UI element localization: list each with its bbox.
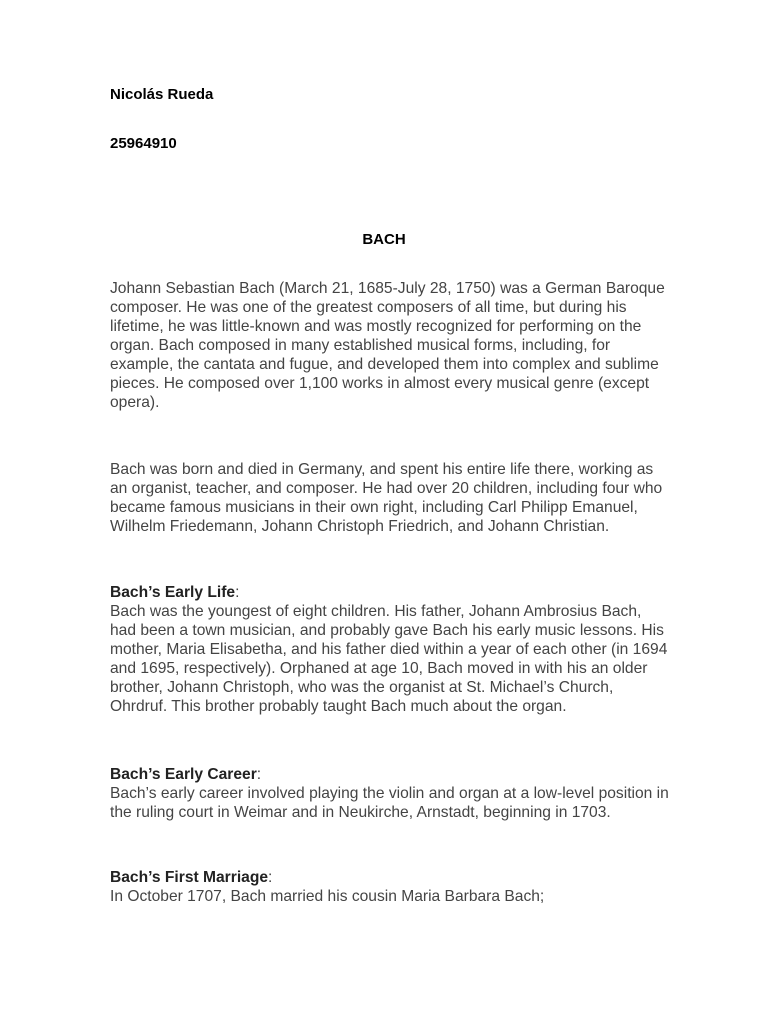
heading-colon: : <box>256 766 262 783</box>
paragraph-text: Bach was born and died in Germany, and spent his entire life there, working as an organist, teacher, and composer. He had over 20 children, including four who became famous musicians in their own right, including Carl Philipp Emanuel, Wilhelm Friedemann, Johann Christoph Friedrich, and Johann Christian. <box>110 461 663 535</box>
heading-colon: : <box>268 869 273 886</box>
section-text: Bach’s early career involved playing the violin and organ at a low-level position in the ruling court in Weimar and in Neukirche, Arnstadt, beginning in 1703. <box>110 785 669 821</box>
section-heading: Bach’s Early Career <box>110 766 257 783</box>
section-heading-line <box>110 765 670 784</box>
intro-paragraph-1 <box>110 279 670 412</box>
section-early-life <box>110 583 670 716</box>
section-heading-line <box>110 583 670 602</box>
section-heading: Bach’s Early Life <box>110 584 236 601</box>
section-heading: Bach’s First Marriage <box>110 869 269 886</box>
heading-colon: : <box>235 584 240 601</box>
section-first-marriage <box>110 868 670 906</box>
section-early-career <box>110 765 670 822</box>
author-name: Nicolás Rueda <box>110 86 214 103</box>
intro-paragraph-2 <box>110 460 670 536</box>
document-title: BACH <box>362 231 406 248</box>
section-heading-line <box>110 868 670 887</box>
section-text: In October 1707, Bach married his cousin Maria Barbara Bach; <box>110 888 545 905</box>
paragraph-text: Johann Sebastian Bach (March 21, 1685-July 28, 1750) was a German Baroque composer. He was one of the greatest composers of all time, but during his lifetime, he was little-known and was mostly recognized for performing on the organ. Bach composed in many established musical forms, including, for example, the cantata and fugue, and developed them into complex and sublime pieces. He composed over 1,100 works in almost every musical genre (except opera). <box>110 280 665 411</box>
section-text: Bach was the youngest of eight children. His father, Johann Ambrosius Bach, had been a town musician, and probably gave Bach his early music lessons. His mother, Maria Elisabetha, and his father died within a year of each other (in 1694 and 1695, respectively). Orphaned at age 10, Bach moved in with his an older brother, Johann Christoph, who was the organist at St. Michael’s Church, Ohrdruf. This brother probably taught Bach much about the organ. <box>110 603 668 715</box>
student-id: 25964910 <box>110 135 177 152</box>
